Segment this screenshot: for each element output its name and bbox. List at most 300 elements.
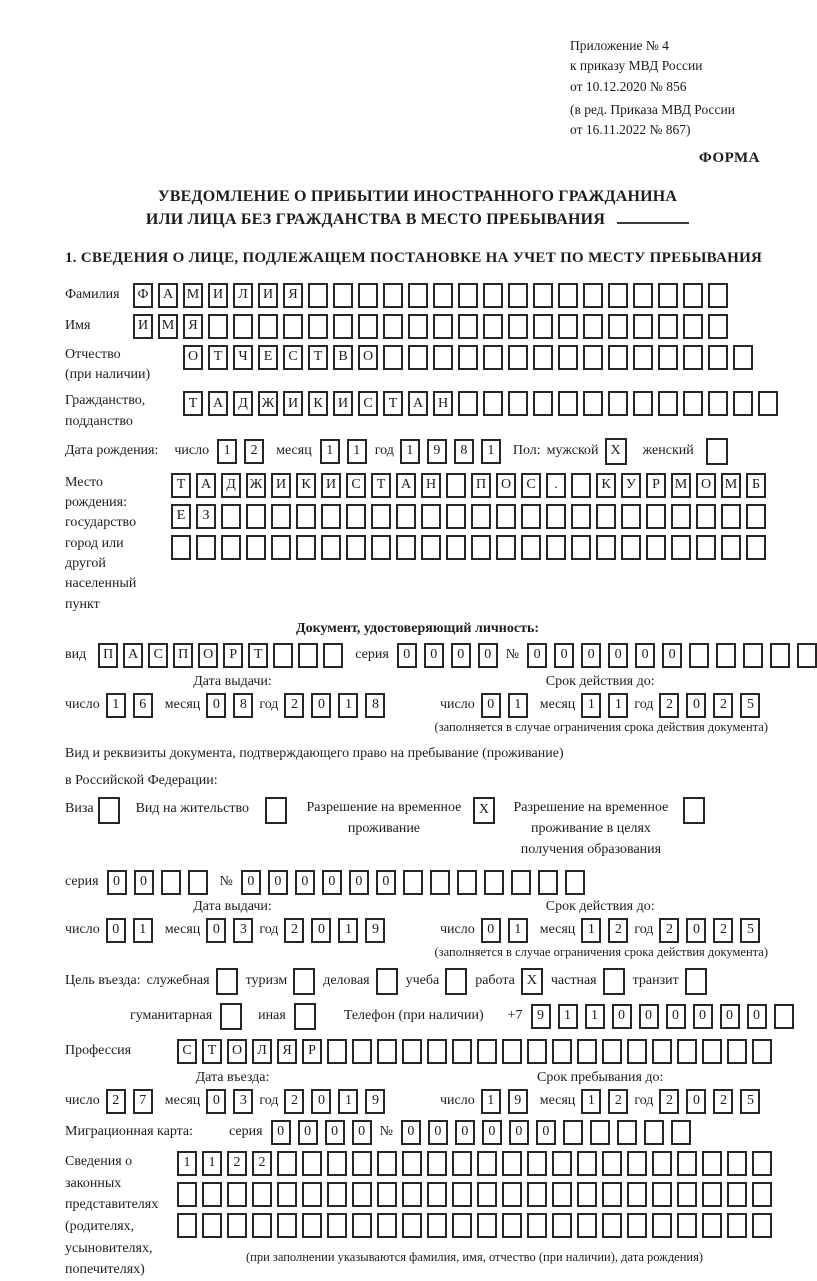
char-cell[interactable] (321, 535, 341, 560)
char-cell[interactable] (484, 870, 504, 895)
char-cell[interactable] (658, 314, 678, 339)
char-cell[interactable] (161, 870, 181, 895)
purpose-private-checkbox[interactable] (603, 968, 625, 995)
char-cell[interactable]: 5 (740, 693, 760, 718)
char-cell[interactable]: 0 (527, 643, 547, 668)
char-cell[interactable] (511, 870, 531, 895)
char-cell[interactable] (377, 1039, 397, 1064)
char-cell[interactable] (408, 314, 428, 339)
char-cell[interactable] (188, 870, 208, 895)
char-cell[interactable] (652, 1039, 672, 1064)
char-cell[interactable]: 2 (106, 1089, 126, 1114)
char-cell[interactable]: 2 (244, 439, 264, 464)
char-cell[interactable]: Ж (258, 391, 278, 416)
purpose-work-checkbox[interactable]: X (521, 968, 543, 995)
char-cell[interactable]: 0 (536, 1120, 556, 1145)
char-cell[interactable] (408, 345, 428, 370)
char-cell[interactable] (677, 1182, 697, 1207)
char-cell[interactable]: Л (252, 1039, 272, 1064)
char-cell[interactable] (608, 314, 628, 339)
char-cell[interactable] (402, 1213, 422, 1238)
char-cell[interactable] (358, 314, 378, 339)
char-cell[interactable]: 1 (338, 1089, 358, 1114)
char-cell[interactable]: 0 (376, 870, 396, 895)
char-cell[interactable] (633, 345, 653, 370)
char-cell[interactable] (403, 870, 423, 895)
char-cell[interactable]: 9 (427, 439, 447, 464)
char-cell[interactable] (633, 391, 653, 416)
char-cell[interactable] (402, 1039, 422, 1064)
char-cell[interactable] (621, 504, 641, 529)
char-cell[interactable]: 0 (693, 1004, 713, 1029)
char-cell[interactable]: М (671, 473, 691, 498)
char-cell[interactable] (696, 535, 716, 560)
char-cell[interactable]: А (408, 391, 428, 416)
char-cell[interactable] (202, 1213, 222, 1238)
char-cell[interactable]: 0 (639, 1004, 659, 1029)
char-cell[interactable] (577, 1151, 597, 1176)
char-cell[interactable] (352, 1213, 372, 1238)
char-cell[interactable]: Р (302, 1039, 322, 1064)
purpose-official-checkbox[interactable] (216, 968, 238, 995)
char-cell[interactable] (608, 345, 628, 370)
char-cell[interactable] (602, 1213, 622, 1238)
char-cell[interactable]: Е (258, 345, 278, 370)
char-cell[interactable] (577, 1213, 597, 1238)
char-cell[interactable]: Л (233, 283, 253, 308)
char-cell[interactable] (446, 504, 466, 529)
char-cell[interactable]: А (196, 473, 216, 498)
char-cell[interactable] (246, 535, 266, 560)
char-cell[interactable] (797, 643, 817, 668)
char-cell[interactable] (383, 345, 403, 370)
char-cell[interactable] (702, 1213, 722, 1238)
char-cell[interactable]: О (696, 473, 716, 498)
char-cell[interactable] (546, 504, 566, 529)
char-cell[interactable] (252, 1213, 272, 1238)
char-cell[interactable] (671, 504, 691, 529)
char-cell[interactable]: 0 (311, 1089, 331, 1114)
char-cell[interactable]: С (177, 1039, 197, 1064)
char-cell[interactable] (627, 1039, 647, 1064)
char-cell[interactable]: 2 (608, 918, 628, 943)
char-cell[interactable]: М (158, 314, 178, 339)
char-cell[interactable]: А (158, 283, 178, 308)
char-cell[interactable]: З (196, 504, 216, 529)
char-cell[interactable] (333, 283, 353, 308)
char-cell[interactable] (608, 283, 628, 308)
char-cell[interactable]: 1 (608, 693, 628, 718)
char-cell[interactable] (277, 1213, 297, 1238)
purpose-other-checkbox[interactable] (294, 1003, 316, 1030)
char-cell[interactable]: Б (746, 473, 766, 498)
char-cell[interactable] (708, 283, 728, 308)
char-cell[interactable] (327, 1039, 347, 1064)
char-cell[interactable]: 2 (659, 918, 679, 943)
char-cell[interactable] (683, 345, 703, 370)
char-cell[interactable] (446, 535, 466, 560)
char-cell[interactable]: 2 (713, 693, 733, 718)
char-cell[interactable] (296, 504, 316, 529)
char-cell[interactable] (377, 1213, 397, 1238)
char-cell[interactable]: Е (171, 504, 191, 529)
char-cell[interactable]: 5 (740, 918, 760, 943)
char-cell[interactable] (633, 283, 653, 308)
char-cell[interactable]: 2 (713, 1089, 733, 1114)
char-cell[interactable] (271, 504, 291, 529)
char-cell[interactable] (196, 535, 216, 560)
char-cell[interactable] (565, 870, 585, 895)
char-cell[interactable] (446, 473, 466, 498)
char-cell[interactable]: О (358, 345, 378, 370)
char-cell[interactable]: Ч (233, 345, 253, 370)
char-cell[interactable] (627, 1213, 647, 1238)
char-cell[interactable] (743, 643, 763, 668)
char-cell[interactable] (558, 314, 578, 339)
char-cell[interactable] (171, 535, 191, 560)
char-cell[interactable]: 0 (428, 1120, 448, 1145)
char-cell[interactable] (583, 283, 603, 308)
purpose-study-checkbox[interactable] (445, 968, 467, 995)
char-cell[interactable] (716, 643, 736, 668)
char-cell[interactable]: 2 (713, 918, 733, 943)
char-cell[interactable] (721, 535, 741, 560)
char-cell[interactable] (602, 1151, 622, 1176)
char-cell[interactable]: Т (308, 345, 328, 370)
char-cell[interactable] (627, 1151, 647, 1176)
char-cell[interactable] (273, 643, 293, 668)
char-cell[interactable] (421, 504, 441, 529)
char-cell[interactable]: 1 (481, 1089, 501, 1114)
residence-permit-checkbox[interactable] (265, 797, 287, 824)
char-cell[interactable]: 0 (747, 1004, 767, 1029)
char-cell[interactable] (533, 314, 553, 339)
char-cell[interactable]: 1 (202, 1151, 222, 1176)
char-cell[interactable]: 6 (133, 693, 153, 718)
char-cell[interactable] (271, 535, 291, 560)
char-cell[interactable] (563, 1120, 583, 1145)
char-cell[interactable] (298, 643, 318, 668)
char-cell[interactable] (458, 345, 478, 370)
char-cell[interactable]: 0 (311, 693, 331, 718)
char-cell[interactable]: 1 (338, 918, 358, 943)
char-cell[interactable]: 1 (481, 439, 501, 464)
char-cell[interactable] (333, 314, 353, 339)
char-cell[interactable] (508, 283, 528, 308)
char-cell[interactable] (527, 1151, 547, 1176)
char-cell[interactable]: Т (183, 391, 203, 416)
char-cell[interactable] (323, 643, 343, 668)
char-cell[interactable]: Т (248, 643, 268, 668)
char-cell[interactable]: 1 (508, 918, 528, 943)
char-cell[interactable]: Т (208, 345, 228, 370)
char-cell[interactable] (508, 345, 528, 370)
char-cell[interactable] (758, 391, 778, 416)
char-cell[interactable]: 0 (134, 870, 154, 895)
char-cell[interactable]: Ж (246, 473, 266, 498)
char-cell[interactable] (502, 1151, 522, 1176)
char-cell[interactable]: Т (171, 473, 191, 498)
char-cell[interactable]: К (308, 391, 328, 416)
char-cell[interactable] (458, 314, 478, 339)
char-cell[interactable] (352, 1151, 372, 1176)
char-cell[interactable] (508, 314, 528, 339)
char-cell[interactable]: 5 (740, 1089, 760, 1114)
char-cell[interactable] (552, 1182, 572, 1207)
char-cell[interactable] (521, 504, 541, 529)
char-cell[interactable]: 0 (206, 918, 226, 943)
char-cell[interactable] (558, 345, 578, 370)
char-cell[interactable] (233, 314, 253, 339)
char-cell[interactable]: 7 (133, 1089, 153, 1114)
char-cell[interactable]: А (396, 473, 416, 498)
char-cell[interactable] (433, 314, 453, 339)
char-cell[interactable]: 0 (482, 1120, 502, 1145)
char-cell[interactable]: 1 (581, 1089, 601, 1114)
purpose-transit-checkbox[interactable] (685, 968, 707, 995)
male-checkbox[interactable]: X (605, 438, 627, 465)
char-cell[interactable]: 2 (284, 693, 304, 718)
char-cell[interactable]: М (721, 473, 741, 498)
char-cell[interactable] (533, 283, 553, 308)
char-cell[interactable]: 1 (177, 1151, 197, 1176)
char-cell[interactable] (746, 504, 766, 529)
char-cell[interactable]: О (183, 345, 203, 370)
char-cell[interactable]: Н (421, 473, 441, 498)
char-cell[interactable]: О (227, 1039, 247, 1064)
char-cell[interactable]: 1 (558, 1004, 578, 1029)
char-cell[interactable]: И (321, 473, 341, 498)
char-cell[interactable] (477, 1182, 497, 1207)
char-cell[interactable] (652, 1182, 672, 1207)
char-cell[interactable] (702, 1151, 722, 1176)
char-cell[interactable] (577, 1039, 597, 1064)
temp-residence-edu-checkbox[interactable] (683, 797, 705, 824)
char-cell[interactable]: 0 (298, 1120, 318, 1145)
char-cell[interactable] (652, 1151, 672, 1176)
char-cell[interactable] (652, 1213, 672, 1238)
char-cell[interactable] (430, 870, 450, 895)
char-cell[interactable]: 0 (241, 870, 261, 895)
char-cell[interactable]: 1 (581, 918, 601, 943)
char-cell[interactable] (377, 1182, 397, 1207)
char-cell[interactable] (227, 1182, 247, 1207)
char-cell[interactable] (596, 535, 616, 560)
char-cell[interactable] (433, 283, 453, 308)
char-cell[interactable]: 0 (612, 1004, 632, 1029)
char-cell[interactable]: 0 (349, 870, 369, 895)
char-cell[interactable]: 0 (268, 870, 288, 895)
char-cell[interactable]: 1 (320, 439, 340, 464)
char-cell[interactable] (477, 1151, 497, 1176)
char-cell[interactable] (721, 504, 741, 529)
char-cell[interactable]: 0 (686, 918, 706, 943)
char-cell[interactable]: 0 (686, 1089, 706, 1114)
char-cell[interactable]: 9 (508, 1089, 528, 1114)
char-cell[interactable] (358, 283, 378, 308)
char-cell[interactable] (371, 504, 391, 529)
char-cell[interactable]: 0 (554, 643, 574, 668)
char-cell[interactable] (727, 1213, 747, 1238)
char-cell[interactable] (383, 283, 403, 308)
char-cell[interactable] (527, 1213, 547, 1238)
char-cell[interactable] (627, 1182, 647, 1207)
char-cell[interactable] (546, 535, 566, 560)
char-cell[interactable] (396, 504, 416, 529)
char-cell[interactable] (527, 1182, 547, 1207)
char-cell[interactable] (477, 1039, 497, 1064)
char-cell[interactable] (683, 391, 703, 416)
char-cell[interactable] (177, 1213, 197, 1238)
char-cell[interactable] (671, 535, 691, 560)
char-cell[interactable]: 0 (311, 918, 331, 943)
char-cell[interactable] (252, 1182, 272, 1207)
char-cell[interactable] (770, 643, 790, 668)
char-cell[interactable] (352, 1039, 372, 1064)
purpose-humanitarian-checkbox[interactable] (220, 1003, 242, 1030)
char-cell[interactable]: 1 (585, 1004, 605, 1029)
char-cell[interactable] (208, 314, 228, 339)
char-cell[interactable]: А (208, 391, 228, 416)
char-cell[interactable] (458, 283, 478, 308)
char-cell[interactable]: 2 (659, 1089, 679, 1114)
char-cell[interactable] (533, 345, 553, 370)
char-cell[interactable]: И (258, 283, 278, 308)
char-cell[interactable]: А (123, 643, 143, 668)
char-cell[interactable]: И (271, 473, 291, 498)
char-cell[interactable] (502, 1182, 522, 1207)
char-cell[interactable]: В (333, 345, 353, 370)
char-cell[interactable] (327, 1151, 347, 1176)
char-cell[interactable]: 9 (365, 918, 385, 943)
char-cell[interactable]: Т (202, 1039, 222, 1064)
char-cell[interactable]: 0 (635, 643, 655, 668)
char-cell[interactable]: И (208, 283, 228, 308)
char-cell[interactable]: 0 (662, 643, 682, 668)
char-cell[interactable]: 0 (451, 643, 471, 668)
char-cell[interactable] (752, 1039, 772, 1064)
char-cell[interactable]: 3 (233, 1089, 253, 1114)
char-cell[interactable] (408, 283, 428, 308)
char-cell[interactable]: И (133, 314, 153, 339)
char-cell[interactable] (752, 1182, 772, 1207)
char-cell[interactable] (483, 391, 503, 416)
char-cell[interactable] (371, 535, 391, 560)
char-cell[interactable] (633, 314, 653, 339)
char-cell[interactable]: Р (223, 643, 243, 668)
char-cell[interactable]: С (148, 643, 168, 668)
char-cell[interactable] (258, 314, 278, 339)
char-cell[interactable]: 1 (508, 693, 528, 718)
char-cell[interactable] (727, 1039, 747, 1064)
char-cell[interactable] (677, 1039, 697, 1064)
char-cell[interactable] (571, 504, 591, 529)
char-cell[interactable] (302, 1213, 322, 1238)
char-cell[interactable] (702, 1039, 722, 1064)
char-cell[interactable]: 2 (252, 1151, 272, 1176)
char-cell[interactable] (702, 1182, 722, 1207)
char-cell[interactable]: 0 (509, 1120, 529, 1145)
char-cell[interactable]: 1 (400, 439, 420, 464)
char-cell[interactable]: С (521, 473, 541, 498)
char-cell[interactable]: 0 (271, 1120, 291, 1145)
char-cell[interactable]: 0 (481, 918, 501, 943)
char-cell[interactable] (427, 1213, 447, 1238)
char-cell[interactable] (658, 283, 678, 308)
char-cell[interactable] (327, 1182, 347, 1207)
char-cell[interactable]: Я (283, 283, 303, 308)
char-cell[interactable] (558, 283, 578, 308)
char-cell[interactable]: К (296, 473, 316, 498)
char-cell[interactable]: Я (183, 314, 203, 339)
char-cell[interactable] (221, 535, 241, 560)
char-cell[interactable]: . (546, 473, 566, 498)
char-cell[interactable] (471, 504, 491, 529)
female-checkbox[interactable] (706, 438, 728, 465)
char-cell[interactable]: 0 (581, 643, 601, 668)
char-cell[interactable] (302, 1182, 322, 1207)
char-cell[interactable] (483, 345, 503, 370)
temp-residence-checkbox[interactable]: X (473, 797, 495, 824)
char-cell[interactable] (321, 504, 341, 529)
char-cell[interactable]: 1 (133, 918, 153, 943)
char-cell[interactable]: 1 (217, 439, 237, 464)
char-cell[interactable] (590, 1120, 610, 1145)
char-cell[interactable]: 0 (352, 1120, 372, 1145)
char-cell[interactable] (346, 535, 366, 560)
char-cell[interactable] (427, 1151, 447, 1176)
char-cell[interactable] (646, 535, 666, 560)
char-cell[interactable] (602, 1039, 622, 1064)
char-cell[interactable]: М (183, 283, 203, 308)
char-cell[interactable] (571, 535, 591, 560)
char-cell[interactable] (671, 1120, 691, 1145)
char-cell[interactable]: Д (233, 391, 253, 416)
char-cell[interactable]: 2 (608, 1089, 628, 1114)
char-cell[interactable]: И (283, 391, 303, 416)
char-cell[interactable] (558, 391, 578, 416)
char-cell[interactable]: О (496, 473, 516, 498)
char-cell[interactable]: 0 (686, 693, 706, 718)
char-cell[interactable] (277, 1182, 297, 1207)
char-cell[interactable] (283, 314, 303, 339)
char-cell[interactable] (552, 1039, 572, 1064)
char-cell[interactable] (617, 1120, 637, 1145)
char-cell[interactable] (683, 283, 703, 308)
char-cell[interactable]: С (283, 345, 303, 370)
char-cell[interactable]: П (98, 643, 118, 668)
char-cell[interactable]: Я (277, 1039, 297, 1064)
char-cell[interactable] (377, 1151, 397, 1176)
char-cell[interactable] (521, 535, 541, 560)
char-cell[interactable]: 9 (365, 1089, 385, 1114)
char-cell[interactable] (227, 1213, 247, 1238)
char-cell[interactable]: 1 (338, 693, 358, 718)
char-cell[interactable] (427, 1039, 447, 1064)
char-cell[interactable]: Т (383, 391, 403, 416)
char-cell[interactable]: Ф (133, 283, 153, 308)
char-cell[interactable] (308, 283, 328, 308)
char-cell[interactable] (246, 504, 266, 529)
char-cell[interactable]: С (358, 391, 378, 416)
char-cell[interactable] (402, 1151, 422, 1176)
char-cell[interactable] (452, 1151, 472, 1176)
char-cell[interactable]: 0 (455, 1120, 475, 1145)
char-cell[interactable] (352, 1182, 372, 1207)
char-cell[interactable]: 0 (481, 693, 501, 718)
char-cell[interactable] (733, 345, 753, 370)
char-cell[interactable]: 1 (581, 693, 601, 718)
